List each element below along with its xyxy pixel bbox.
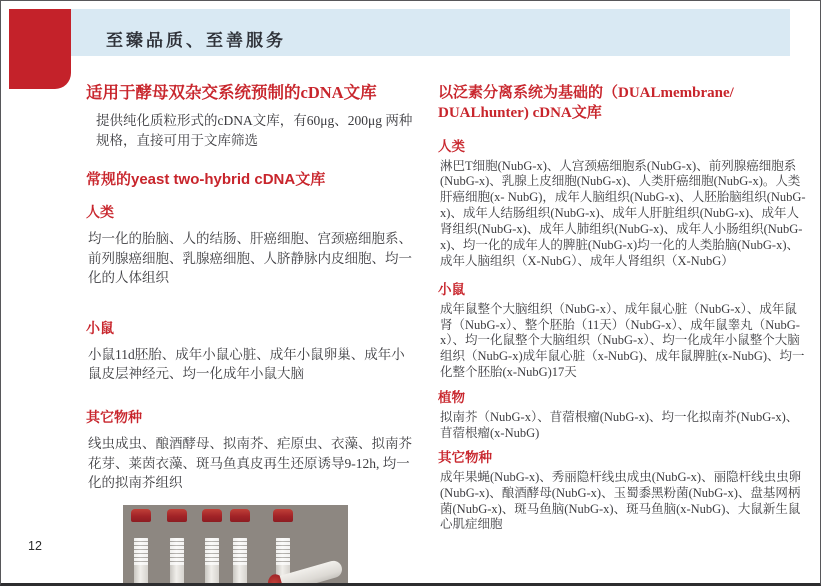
- right-title-line1: 以泛素分离系统为基础的（DUALmembrane/: [438, 85, 734, 101]
- species-text: 成年果蝇(NubG-x)、秀丽隐杆线虫成虫(NubG-x)、丽隐杆线虫虫卵(NubG-x)、酿酒酵母(NubG-x)、玉蜀黍黑粉菌(NubG-x)、盘基网柄菌(NubG-x)、斑马鱼脑(NubG-x)、斑马鱼脑(x-NubG)、大鼠新生鼠心肌症细胞: [440, 469, 802, 532]
- vial-body: [233, 538, 247, 586]
- species-text: 成年鼠整个大脑组织（NubG-x）、成年鼠心脏（NubG-x）、成年鼠肾（NubG-x）、整个胚胎（11天）（NubG-x）、成年鼠睾丸（NubG-x）、均一化鼠整个大脑组织（NubG-x）、均一化成年小鼠整个大脑组织（NubG-x)成年鼠心脏（x-NubG)、成年鼠脾脏(x-NubG)、均一化整个胚胎(x-NubG)17天: [440, 301, 805, 380]
- vial-body: [170, 538, 184, 586]
- species-heading: 其它物种: [438, 449, 492, 465]
- vial-cap: [167, 509, 187, 522]
- vial-label: [233, 538, 247, 565]
- brand-logo-red-square: [9, 9, 71, 89]
- species-text: 均一化的胎脑、人的结肠、肝癌细胞、宫颈癌细胞系、前列腺癌细胞、乳腺癌细胞、人脐静脉内皮细胞、均一化的人体组织: [88, 231, 412, 286]
- vial-label: [170, 538, 184, 565]
- species-section-mouse: [86, 318, 414, 384]
- vial-upright: [131, 509, 151, 586]
- vial-cap: [273, 509, 293, 522]
- right-column: [438, 83, 806, 533]
- left-column-intro: 提供纯化质粒形式的cDNA文库，有60μg、200μg 两种规格，直接可用于文库筛选: [96, 112, 413, 148]
- species-heading: 其它物种: [86, 410, 142, 426]
- species-section-human: [86, 202, 414, 288]
- right-title-line2: DUALhunter) cDNA文库: [438, 105, 602, 122]
- vial-label: [276, 538, 290, 565]
- page-number: 12: [28, 539, 42, 553]
- species-text: 线虫成虫、酿酒酵母、拟南芥、疟原虫、衣藻、拟南芥花芽、莱茵衣藻、斑马鱼真皮再生还原诱导9-12h, 均一化的拟南芥组织: [88, 435, 412, 491]
- left-column-title: 适用于酵母双杂交系统预制的cDNA文库: [86, 83, 377, 102]
- vial-cap: [131, 509, 151, 522]
- species-text: 拟南芥（NubG-x）、苜蓿根瘤(NubG-x)、均一化拟南芥(NubG-x)、苜蓿根瘤(x-NubG): [440, 410, 799, 440]
- species-heading: 植物: [438, 390, 465, 405]
- species-text: 小鼠11d胚胎、成年小鼠心脏、成年小鼠卵巢、成年小鼠皮层神经元、均一化成年小鼠大脑: [88, 346, 405, 382]
- species-heading: 小鼠: [438, 281, 465, 297]
- left-column: [86, 83, 414, 586]
- species-heading: 小鼠: [86, 321, 114, 337]
- species-section-plant: [438, 386, 806, 442]
- vial-cap: [230, 509, 250, 522]
- left-column-subtitle: 常规的yeast two-hybrid cDNA文库: [86, 171, 326, 189]
- vial-upright: [167, 509, 187, 586]
- header-slogan: 至臻品质、至善服务: [106, 31, 286, 50]
- vial-upright: [230, 509, 250, 586]
- species-text: 淋巴T细胞(NubG-x)、人宫颈癌细胞系(NubG-x)、前列腺癌细胞系(NubG-x)、乳腺上皮细胞(NubG-x)、人类肝癌细胞(NubG-x)。人类肝癌细胞(x- NubG)，成年人脑组织(NubG-x)、人胚胎脑组织(NubG-x)、成年人结肠组织(NubG-x)、成年人肝脏组织(NubG-x)、成年人肾组织(NubG-x)、成年人肺组织(NubG-x)、成年人小肠组织(NubG-x)、均一化的成年人的脾脏(NubG-x)均一化的人类胎脑(NubG-x)、成年人脑组织（X-NubG）、成年人肾组织（X-NubG）: [440, 158, 806, 268]
- species-heading: 人类: [438, 138, 465, 154]
- vial-label: [134, 538, 148, 565]
- right-column-title: [438, 83, 806, 124]
- vial-label: [205, 538, 219, 565]
- species-heading: 人类: [86, 206, 114, 222]
- vials-product-photo: [123, 505, 348, 586]
- species-section-other: [86, 407, 414, 493]
- species-section-human: [438, 135, 806, 270]
- vial-body: [134, 538, 148, 586]
- vial-upright: [202, 509, 222, 586]
- vial-cap: [202, 509, 222, 522]
- species-section-mouse: [438, 278, 806, 381]
- vial-body: [205, 538, 219, 586]
- species-section-other: [438, 446, 806, 534]
